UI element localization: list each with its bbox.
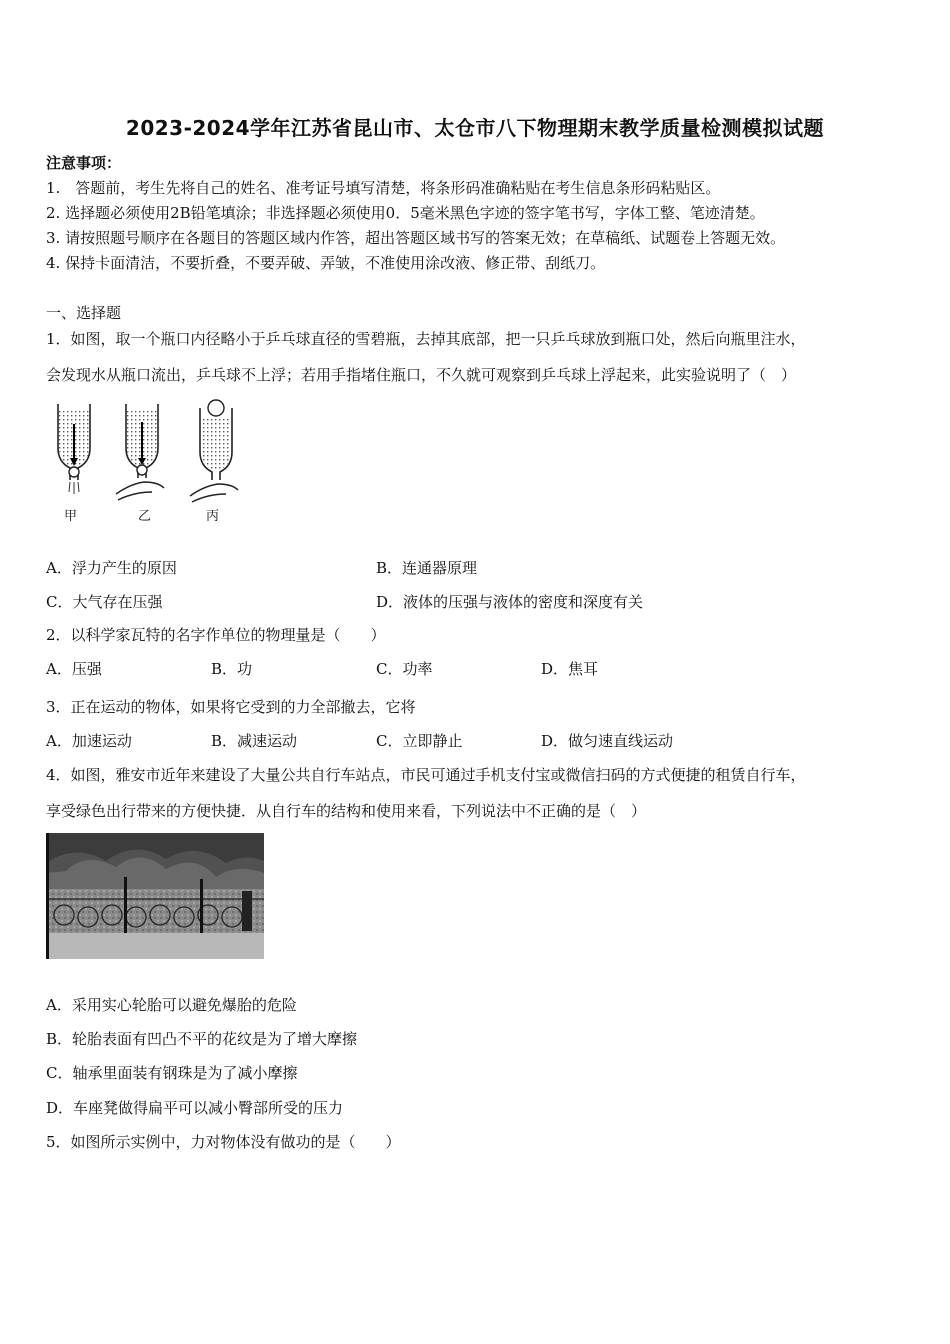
notice-item: 3. 请按照题号顺序在各题目的答题区域内作答，超出答题区域书写的答案无效；在草稿纸、试题卷上答题无效。 — [46, 229, 786, 247]
q1-option-a: A．浮力产生的原因 — [46, 559, 177, 577]
notice-item: 4. 保持卡面清洁，不要折叠，不要弄破、弄皱，不准使用涂改液、修正带、刮纸刀。 — [46, 254, 606, 272]
question-2-stem: 2．以科学家瓦特的名字作单位的物理量是（ ） — [46, 626, 386, 644]
q4-option-b: B．轮胎表面有凹凸不平的花纹是为了增大摩擦 — [46, 1030, 358, 1048]
q4-option-d: D．车座凳做得扁平可以减小臀部所受的压力 — [46, 1099, 344, 1117]
q1-option-b: B．连通器原理 — [376, 559, 478, 577]
q1-option-c: C．大气存在压强 — [46, 593, 163, 611]
q4-option-a: A．采用实心轮胎可以避免爆胎的危险 — [46, 996, 297, 1014]
question-4-stem-cont: 享受绿色出行带来的方便快捷．从自行车的结构和使用来看，下列说法中不正确的是（ ） — [46, 802, 647, 820]
q1-option-d: D．液体的压强与液体的密度和深度有关 — [376, 593, 644, 611]
q3-option-b: B．减速运动 — [211, 732, 298, 750]
notice-item: 2. 选择题必须使用2B铅笔填涂；非选择题必须使用0．5毫米黑色字迹的签字笔书写，字体工整、笔迹清楚。 — [46, 204, 765, 222]
q3-option-c: C．立即静止 — [376, 732, 463, 750]
bottle-bing — [190, 400, 238, 502]
question-5-stem: 5．如图所示实例中，力对物体没有做功的是（ ） — [46, 1133, 401, 1151]
q4-option-c: C．轴承里面装有钢珠是为了减小摩擦 — [46, 1064, 298, 1082]
q2-option-d: D．焦耳 — [541, 660, 599, 678]
q2-option-c: C．功率 — [376, 660, 433, 678]
section-heading: 一、选择题 — [46, 304, 122, 322]
q3-option-a: A．加速运动 — [46, 732, 132, 750]
notice-item: 1. 答题前，考生先将自己的姓名、准考证号填写清楚，将条形码准确粘贴在考生信息条形码粘贴区。 — [46, 179, 721, 197]
page-title: 2023-2024学年江苏省昆山市、太仓市八下物理期末教学质量检测模拟试题 — [125, 116, 825, 140]
notice-heading: 注意事项： — [46, 154, 122, 172]
figure-label-yi: 乙 — [138, 509, 152, 524]
q2-option-b: B．功 — [211, 660, 253, 678]
bicycle-station-photo — [46, 833, 264, 959]
figure-label-jia: 甲 — [64, 509, 78, 524]
bottle-yi — [116, 404, 164, 500]
figure-label-bing: 丙 — [206, 509, 220, 524]
question-1-stem-cont: 会发现水从瓶口流出，乒乓球不上浮；若用手指堵住瓶口，不久就可观察到乒乓球上浮起来，此实验说明了（ ） — [46, 366, 797, 384]
q2-option-a: A．压强 — [46, 660, 102, 678]
bottle-jia — [58, 404, 90, 494]
question-3-stem: 3．正在运动的物体，如果将它受到的力全部撤去，它将 — [46, 698, 416, 716]
q3-option-d: D．做匀速直线运动 — [541, 732, 674, 750]
bottle-experiment-figure — [46, 398, 246, 522]
question-1-stem: 1．如图，取一个瓶口内径略小于乒乓球直径的雪碧瓶，去掉其底部，把一只乒乓球放到瓶口处，然后向瓶里注水， — [46, 330, 806, 348]
question-4-stem: 4．如图，雅安市近年来建设了大量公共自行车站点，市民可通过手机支付宝或微信扫码的方式便捷的租赁自行车， — [46, 766, 806, 784]
